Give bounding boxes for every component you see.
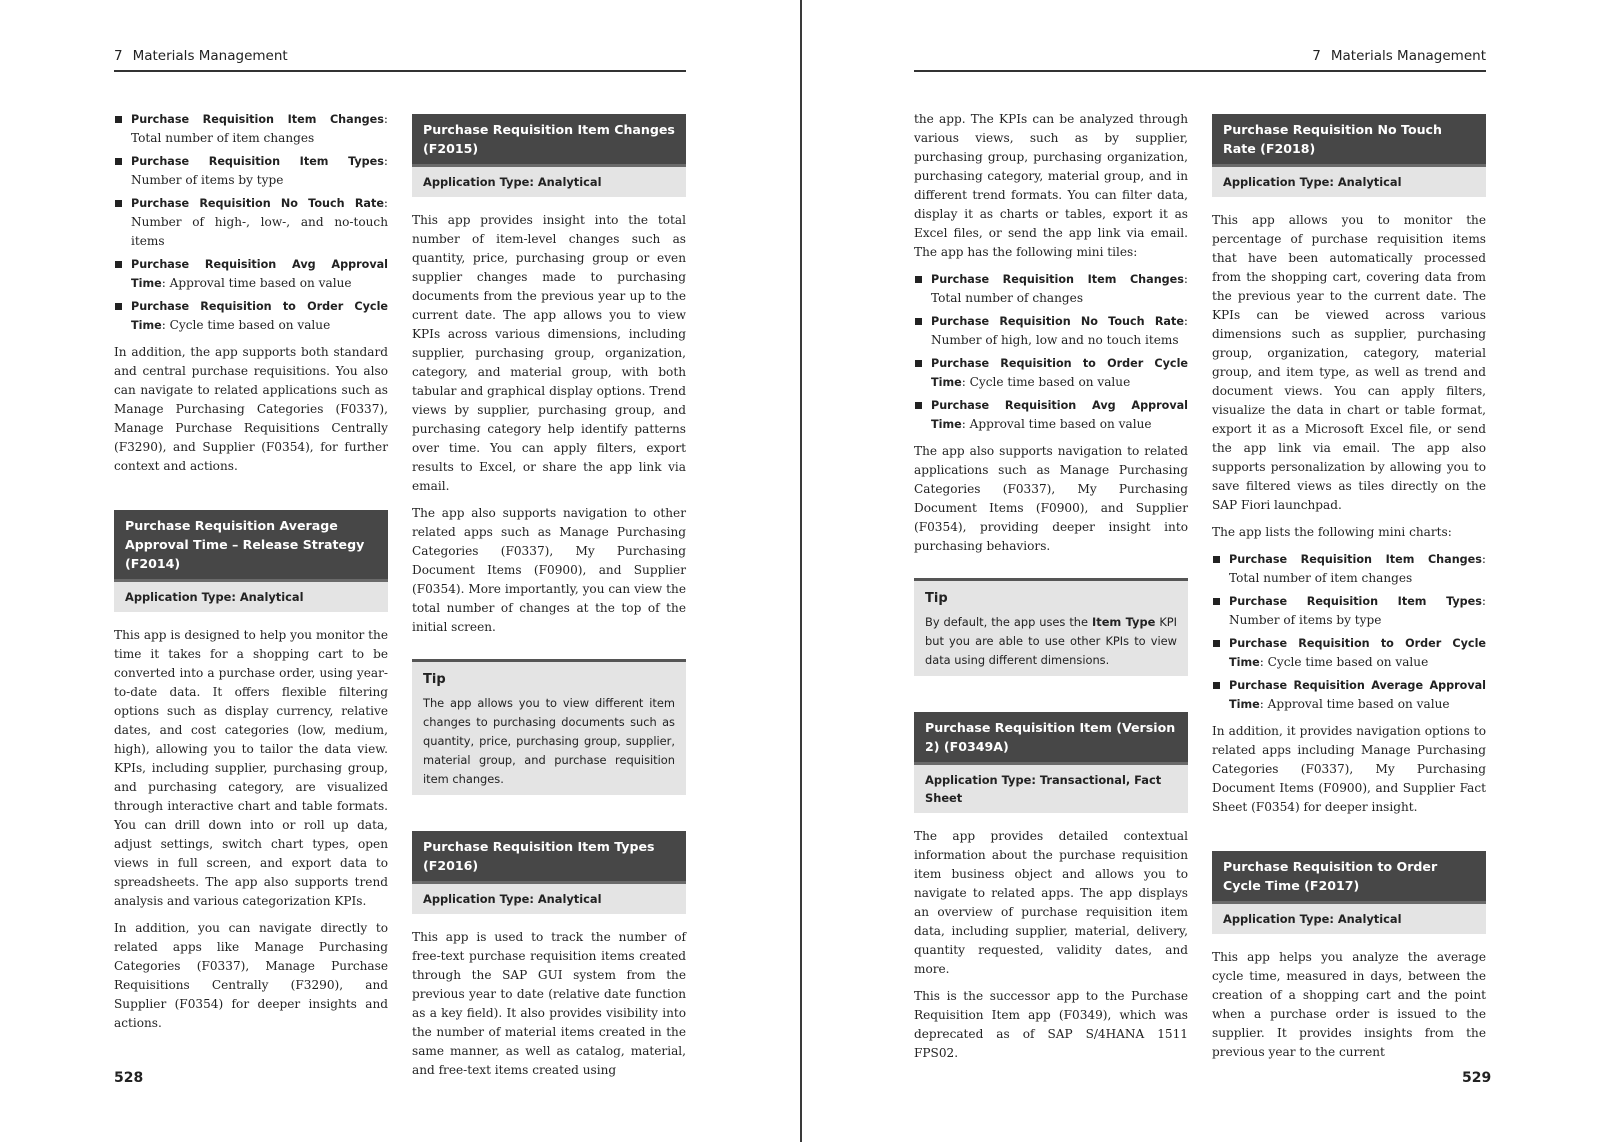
chapter-number: 7 — [114, 48, 123, 64]
paragraph: In addition, the app supports both standard and central purchase requisitions. You also can navigate to related applications such as Manage Purchasing Categories (F0337), Manage Purchase Requisitions Centrally (F3290), and Supplier (F0354), for further context and actions. — [114, 345, 388, 473]
paragraph: The app lists the following mini charts: — [1212, 525, 1452, 539]
list-item: Purchase Requisition Avg Approval Time: Approval time based on value — [114, 255, 388, 293]
list-item: Purchase Requisition Item Changes: Total number of item changes — [1212, 550, 1486, 588]
tip-box — [914, 578, 1188, 676]
app-box-title: Purchase Requisition Item Types (F2016) — [412, 831, 686, 884]
paragraph: The app also supports navigation to other related apps such as Manage Purchasing Categories (F0337), My Purchasing Document Items (F0900), and Supplier (F0354). More importantly, you can view the total number of changes at the top of the initial screen. — [412, 506, 686, 634]
paragraph: the app. The KPIs can be analyzed through various views, such as by supplier, purchasing group, purchasing organization, purchasing category, material group, and in different trend formats. You can filter data, display it as charts or tables, export it as Excel files, or send the app link via email. The app has the following mini tiles: — [914, 112, 1188, 259]
paragraph: This app is designed to help you monitor the time it takes for a shopping cart to be converted into a purchase order, using year-to-date data. It offers flexible filtering options such as display currency, relative dates, and cost categories (low, medium, high), allowing you to tailor the data view. KPIs, including supplier, purchasing group, and purchasing category, are visualized through interactive chart and table formats. You can drill down into or roll up data, adjust settings, switch chart types, open views in full screen, and export data to spreadsheets. The app also supports trend analysis and various categorization KPIs. — [114, 628, 388, 908]
tip-title: Tip — [925, 591, 948, 606]
paragraph: This is the successor app to the Purchase Requisition Item app (F0349), which was deprecated as of SAP S/4HANA 1511 FPS02. — [914, 989, 1188, 1060]
tip-title: Tip — [423, 672, 446, 687]
app-box-title: Purchase Requisition No Touch Rate (F2018) — [1212, 114, 1486, 167]
list-item: Purchase Requisition to Order Cycle Time: Cycle time based on value — [914, 354, 1188, 392]
list-item: Purchase Requisition to Order Cycle Time: Cycle time based on value — [1212, 634, 1486, 672]
list-item: Purchase Requisition Item Changes: Total number of item changes — [114, 110, 388, 148]
kpi-bullet-list — [114, 110, 388, 335]
right-page-header — [914, 46, 1486, 72]
mini-charts-list — [1212, 550, 1486, 714]
page-number: 529 — [1462, 1070, 1492, 1086]
chapter-number: 7 — [1312, 48, 1321, 64]
app-box-title: Purchase Requisition Average Approval Time – Release Strategy (F2014) — [114, 510, 388, 582]
list-item: Purchase Requisition Average Approval Time: Approval time based on value — [1212, 676, 1486, 714]
app-type-label: Application Type: Analytical — [1212, 167, 1486, 197]
list-item: Purchase Requisition Avg Approval Time: Approval time based on value — [914, 396, 1188, 434]
list-item: Purchase Requisition No Touch Rate: Number of high, low and no touch items — [914, 312, 1188, 350]
left-page-header — [114, 46, 686, 72]
paragraph: In addition, it provides navigation options to related apps including Manage Purchasing Categories (F0337), My Purchasing Document Items (F0900), and Supplier Fact Sheet (F0354) for deeper insight. — [1212, 724, 1486, 814]
app-type-label: Application Type: Analytical — [1212, 904, 1486, 934]
paragraph: The app also supports navigation to related applications such as Manage Purchasing Categories (F0337), My Purchasing Document Items (F0900), and Supplier (F0354), providing deeper insight into purchasing behaviors. — [914, 444, 1188, 553]
list-item: Purchase Requisition Item Types: Number of items by type — [114, 152, 388, 190]
right-page-column-2 — [1212, 114, 1486, 1070]
paragraph: In addition, you can navigate directly to related apps like Manage Purchasing Categories (F0337), Manage Purchase Requisitions Centrally (F3290), and Supplier (F0354) for deeper insights and actions. — [114, 921, 388, 1030]
page-divider — [800, 0, 802, 1142]
mini-tiles-list — [914, 270, 1188, 434]
chapter-title: Materials Management — [1330, 48, 1486, 64]
tip-text: By default, the app uses the Item Type KPI but you are able to use other KPIs to view data using different dimensions. — [925, 615, 1178, 667]
list-item: Purchase Requisition to Order Cycle Time: Cycle time based on value — [114, 297, 388, 335]
paragraph: This app allows you to monitor the percentage of purchase requisition items that have been automatically processed from the shopping cart, covering data from the previous year to the current date. The KPIs can be viewed across various dimensions such as supplier, purchasing group, organization, category, material group, and item type, as well as trend and document views. You can apply filters, visualize the data in chart or table format, export it as a Microsoft Excel file, or send the app link via email. The app also supports personalization by allowing you to save filtered views as tiles directly on the SAP Fiori launchpad. — [1212, 213, 1486, 512]
app-type-label: Application Type: Analytical — [114, 582, 388, 612]
left-page-column-2 — [412, 114, 686, 1088]
paragraph: The app provides detailed contextual information about the purchase requisition item business object and allows you to navigate to related apps. The app displays an overview of purchase requisition item data, including supplier, material, delivery, quantity requested, validity dates, and more. — [914, 829, 1188, 976]
tip-text: The app allows you to view different item changes to purchasing documents such as quantity, price, purchasing group, supplier, material group, and purchase requisition item changes. — [423, 696, 675, 786]
app-type-label: Application Type: Analytical — [412, 884, 686, 914]
list-item: Purchase Requisition Item Changes: Total number of changes — [914, 270, 1188, 308]
app-box-title: Purchase Requisition Item Changes (F2015) — [412, 114, 686, 167]
app-box-title: Purchase Requisition to Order Cycle Time (F2017) — [1212, 851, 1486, 904]
page-number: 528 — [114, 1070, 144, 1086]
app-type-label: Application Type: Analytical — [412, 167, 686, 197]
tip-box — [412, 659, 686, 795]
list-item: Purchase Requisition No Touch Rate: Number of high-, low-, and no-touch items — [114, 194, 388, 251]
left-page-column-1 — [114, 110, 388, 1041]
app-box-title: Purchase Requisition Item (Version 2) (F0349A) — [914, 712, 1188, 765]
right-page-column-1 — [914, 110, 1188, 1071]
paragraph: This app provides insight into the total number of item-level changes such as quantity, price, purchasing group or even supplier changes made to purchasing documents from the previous year up to the current date. The app allows you to view KPIs across various dimensions, including supplier, purchasing group, organization, category, and material group, with both tabular and graphical display options. Trend views by supplier, purchasing group, and purchasing category help identify patterns over time. You can apply filters, export results to Excel, or share the app link via email. — [412, 213, 686, 493]
list-item: Purchase Requisition Item Types: Number of items by type — [1212, 592, 1486, 630]
paragraph: This app helps you analyze the average cycle time, measured in days, between the creation of a shopping cart and the point when a purchase order is issued to the supplier. It provides insights from the previous year to the current — [1212, 950, 1486, 1059]
chapter-title: Materials Management — [132, 48, 288, 64]
paragraph: This app is used to track the number of free-text purchase requisition items created through the SAP GUI system from the previous year to date (relative date function as a key field). It also provides visibility into the number of material items created in the same manner, as well as catalog, material, and free-text items created using — [412, 930, 686, 1077]
app-type-label: Application Type: Transactional, Fact Sheet — [914, 765, 1188, 813]
